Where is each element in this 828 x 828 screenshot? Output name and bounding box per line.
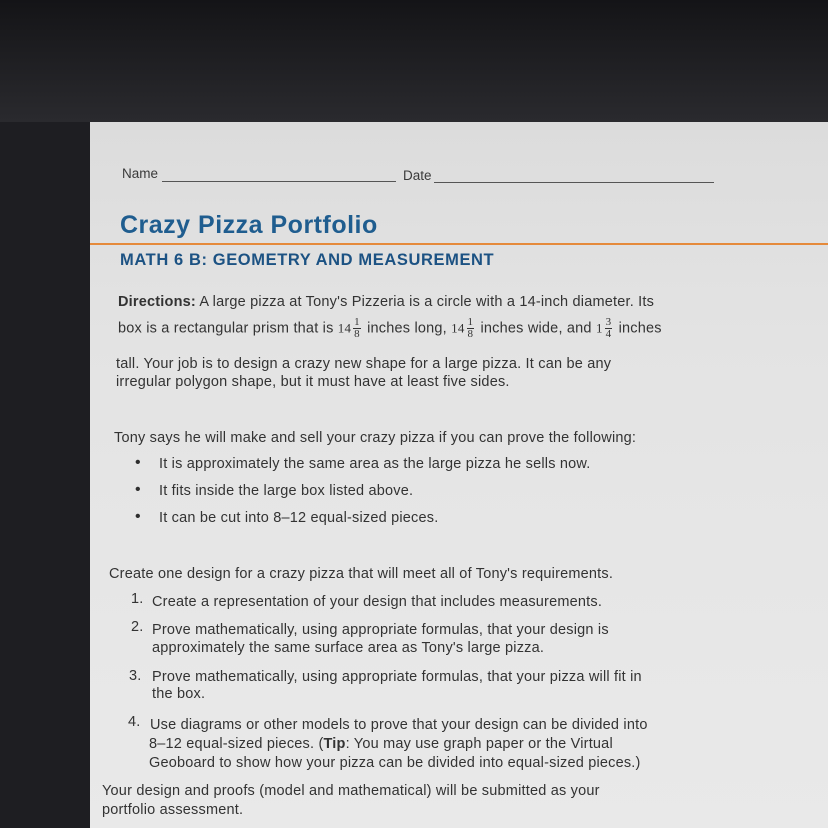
directions-line-1: Directions: A large pizza at Tony's Pizzeria is a circle with a 14-inch diameter. Its: [118, 294, 655, 310]
task-text: Use diagrams or other models to prove that your design can be divided into: [150, 717, 648, 733]
requirement-item: It can be cut into 8–12 equal-sized pieces.: [159, 510, 439, 526]
worksheet-page: [90, 122, 828, 828]
task-text: approximately the same surface area as Tony's large pizza.: [152, 640, 545, 656]
requirements-intro: Tony says he will make and sell your crazy pizza if you can prove the following:: [114, 430, 637, 446]
date-field-line[interactable]: [434, 182, 714, 183]
tip-label: Tip: [323, 736, 346, 752]
fraction-width: $\frac{1}{8}$: [467, 316, 474, 340]
directions-line-2: box is a rectangular prism that is 14 $\frac{1}{8}$ inches long, 14 $\frac{1}{8}$ inches wide, and 1 $\frac{3}{4}$ inches: [118, 316, 662, 340]
closing-line-1: Your design and proofs (model and mathematical) will be submitted as your: [102, 783, 600, 799]
closing-line-2: portfolio assessment.: [102, 802, 244, 818]
bullet-icon: •: [135, 481, 141, 498]
requirement-item: It is approximately the same area as the large pizza he sells now.: [159, 456, 591, 472]
directions-line-4: irregular polygon shape, but it must have at least five sides.: [116, 374, 510, 390]
bullet-icon: •: [135, 508, 141, 525]
task-number: 2.: [131, 619, 144, 635]
directions-label: Directions:: [118, 294, 196, 310]
bullet-icon: •: [135, 454, 141, 471]
tasks-intro: Create one design for a crazy pizza that will meet all of Tony's requirements.: [109, 566, 614, 582]
requirement-item: It fits inside the large box listed above.: [159, 483, 414, 499]
date-label: Date: [403, 168, 432, 183]
name-field-line[interactable]: [162, 181, 396, 182]
task-text: the box.: [152, 686, 206, 702]
fraction-length: $\frac{1}{8}$: [354, 316, 360, 340]
page-subtitle: MATH 6 B: GEOMETRY AND MEASUREMENT: [120, 251, 495, 269]
page-title: Crazy Pizza Portfolio: [120, 211, 378, 239]
task-text: Create a representation of your design that includes measurements.: [152, 594, 603, 610]
name-label: Name: [122, 166, 159, 181]
task-number: 1.: [131, 591, 144, 607]
task-text: Prove mathematically, using appropriate formulas, that your pizza will fit in: [152, 669, 642, 685]
directions-line-3: tall. Your job is to design a crazy new shape for a large pizza. It can be any: [116, 356, 612, 372]
task-number: 3.: [129, 668, 142, 684]
task-number: 4.: [128, 714, 141, 730]
fraction-height: $\frac{3}{4}$: [605, 316, 612, 340]
task-text: Prove mathematically, using appropriate formulas, that your design is: [152, 622, 609, 638]
background-desk: [0, 0, 828, 122]
task-text: 8–12 equal-sized pieces. (Tip: You may use graph paper or the Virtual: [149, 736, 613, 752]
task-text: Geoboard to show how your pizza can be divided into equal-sized pieces.): [149, 755, 641, 771]
title-divider: [90, 243, 828, 245]
